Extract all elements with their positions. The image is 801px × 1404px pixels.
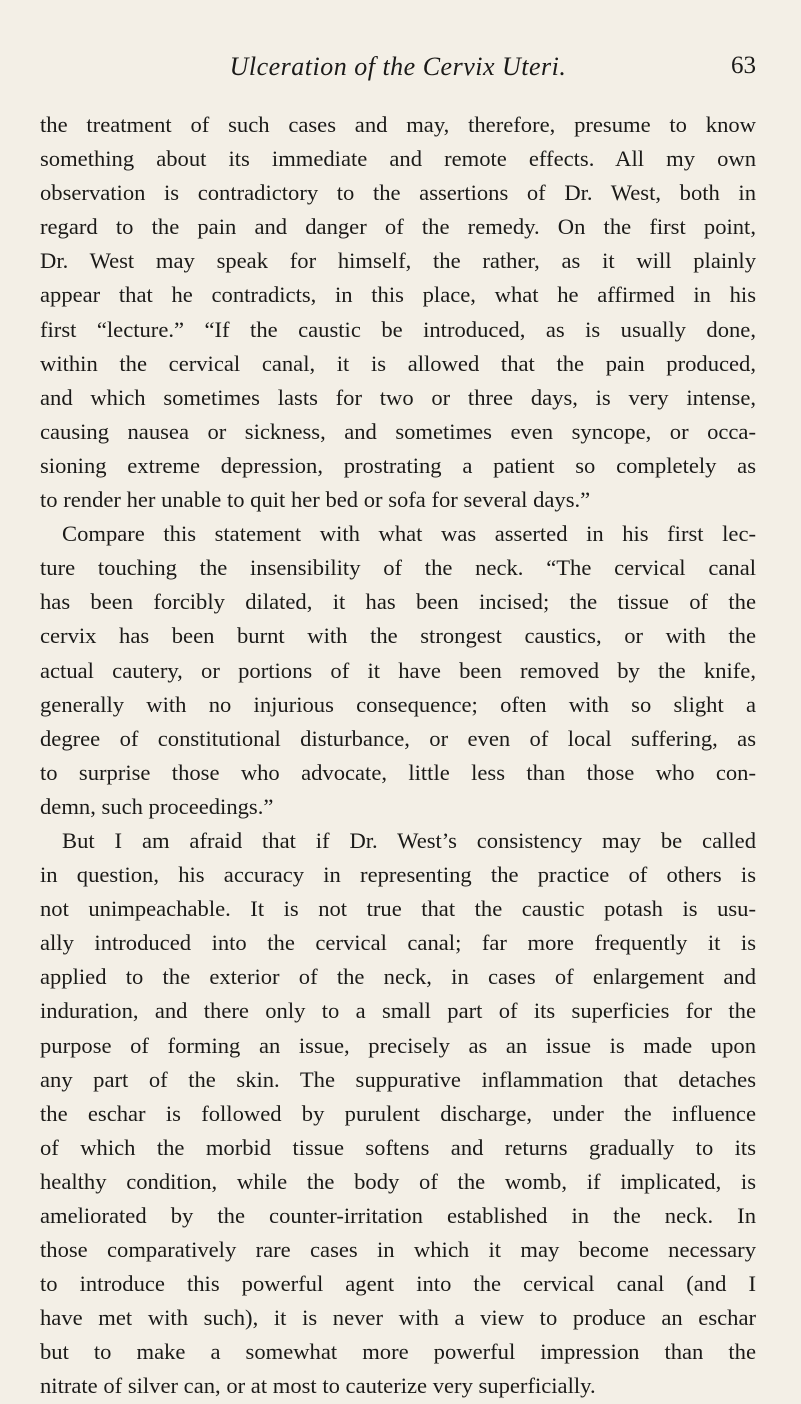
text-line: sioning extreme depression, prostrating a patient so completely as xyxy=(40,452,756,478)
text-line: those comparatively rare cases in which it may become necessary xyxy=(40,1237,756,1263)
text-line: purpose of forming an issue, precisely as an issue is made upon xyxy=(40,1032,756,1058)
text-line: first “lecture.” “If the caustic be introduced, as is usually done, xyxy=(40,316,756,342)
text-line: applied to the exterior of the neck, in cases of enlargement and xyxy=(40,964,756,990)
text-line: but to make a somewhat more powerful impression than the xyxy=(40,1339,756,1365)
body-text xyxy=(40,108,756,1404)
text-line: regard to the pain and danger of the remedy. On the first point, xyxy=(40,214,756,240)
text-line: ture touching the insensibility of the neck. “The cervical canal xyxy=(40,555,756,581)
text-line: has been forcibly dilated, it has been incised; the tissue of the xyxy=(40,589,756,615)
text-line: any part of the skin. The suppurative inflammation that detaches xyxy=(40,1066,756,1092)
text-line: to surprise those who advocate, little less than those who con- xyxy=(40,759,756,785)
running-head xyxy=(40,52,756,92)
text-line: nitrate of silver can, or at most to cauterize very superficially. xyxy=(40,1373,596,1399)
text-line: degree of constitutional disturbance, or even of local suffering, as xyxy=(40,725,756,751)
text-line: not unimpeachable. It is not true that the caustic potash is usu- xyxy=(40,896,756,922)
text-line: Dr. West may speak for himself, the rather, as it will plainly xyxy=(40,248,756,274)
text-line: the eschar is followed by purulent discharge, under the influence xyxy=(40,1100,756,1126)
text-line: of which the morbid tissue softens and returns gradually to its xyxy=(40,1134,756,1160)
text-line: to introduce this powerful agent into the cervical canal (and I xyxy=(40,1271,756,1297)
text-line: have met with such), it is never with a view to produce an eschar xyxy=(40,1305,756,1331)
text-line: to render her unable to quit her bed or sofa for several days.” xyxy=(40,487,591,513)
text-line: causing nausea or sickness, and sometimes even syncope, or occa- xyxy=(40,418,756,444)
text-line: the treatment of such cases and may, therefore, presume to know xyxy=(40,112,756,137)
text-line: healthy condition, while the body of the womb, if implicated, is xyxy=(40,1168,756,1194)
text-line: actual cautery, or portions of it have been removed by the knife, xyxy=(40,657,756,683)
text-line: induration, and there only to a small part of its superficies for the xyxy=(40,998,756,1024)
text-line: observation is contradictory to the assertions of Dr. West, both in xyxy=(40,180,756,206)
text-line: ameliorated by the counter-irritation established in the neck. In xyxy=(40,1203,756,1228)
text-line: cervix has been burnt with the strongest caustics, or with the xyxy=(40,623,756,649)
page-number: 63 xyxy=(731,52,756,79)
text-line: and which sometimes lasts for two or three days, is very intense, xyxy=(40,384,756,410)
text-line: appear that he contradicts, in this place, what he affirmed in his xyxy=(40,282,756,308)
text-line: something about its immediate and remote effects. All my own xyxy=(40,146,756,172)
text-line: in question, his accuracy in representing the practice of others is xyxy=(40,862,756,888)
text-line: generally with no injurious consequence; often with so slight a xyxy=(40,691,756,717)
text-line: ally introduced into the cervical canal; far more frequently it is xyxy=(40,930,756,956)
text-line: But I am afraid that if Dr. West’s consistency may be called xyxy=(62,827,756,853)
running-title: Ulceration of the Cervix Uteri. xyxy=(229,52,567,81)
text-line: demn, such proceedings.” xyxy=(40,793,274,819)
text-line: Compare this statement with what was asserted in his first lec- xyxy=(62,521,756,547)
text-line: within the cervical canal, it is allowed that the pain produced, xyxy=(40,350,756,376)
